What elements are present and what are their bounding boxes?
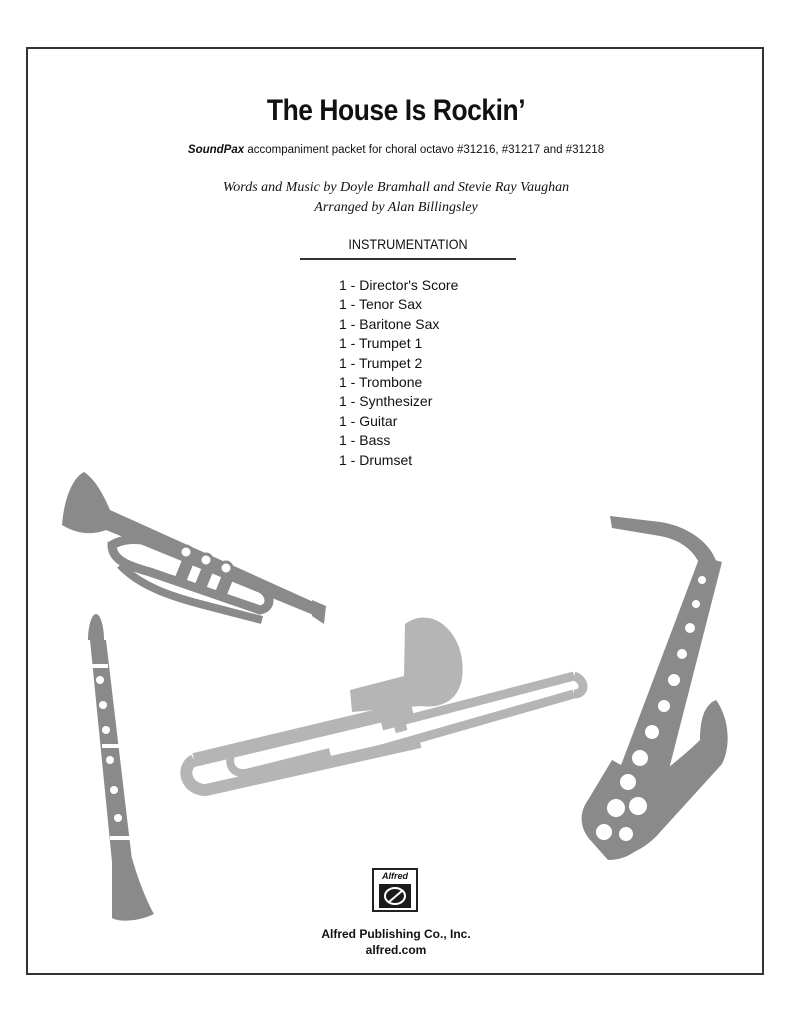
trombone-icon	[186, 618, 583, 790]
list-item: 1 - Baritone Sax	[339, 315, 440, 332]
instrumentation-heading: INSTRUMENTATION	[348, 236, 468, 252]
page-title: The House Is Rockin’	[266, 94, 526, 127]
subtitle-text: accompaniment packet for choral octavo #31216, #31217 and #31218	[244, 144, 605, 156]
credits-words-music: Words and Music by Doyle Bramhall and Stevie Ray Vaughan	[222, 180, 570, 195]
saxophone-icon	[582, 516, 728, 860]
trumpet-icon	[62, 472, 326, 624]
list-item: 1 - Guitar	[339, 412, 398, 429]
list-item: 1 - Trumpet 2	[339, 354, 423, 371]
logo-word: Alfred	[381, 871, 408, 881]
logo-mark-icon	[379, 884, 411, 908]
clarinet-icon	[88, 614, 154, 921]
list-item: 1 - Director's Score	[339, 277, 459, 293]
list-item: 1 - Trumpet 1	[339, 335, 423, 352]
publisher-info	[0, 926, 792, 958]
list-item: 1 - Drumset	[339, 451, 413, 468]
alfred-logo	[372, 868, 418, 912]
list-item: 1 - Synthesizer	[339, 393, 433, 410]
list-item: 1 - Trombone	[339, 374, 423, 391]
publisher-name: Alfred Publishing Co., Inc.	[321, 927, 471, 941]
list-item: 1 - Tenor Sax	[339, 296, 423, 313]
subtitle-brand: SoundPax	[187, 144, 245, 156]
list-item: 1 - Bass	[339, 432, 391, 449]
credits-arranger: Arranged by Alan Billingsley	[314, 200, 478, 215]
publisher-url: alfred.com	[365, 943, 427, 957]
